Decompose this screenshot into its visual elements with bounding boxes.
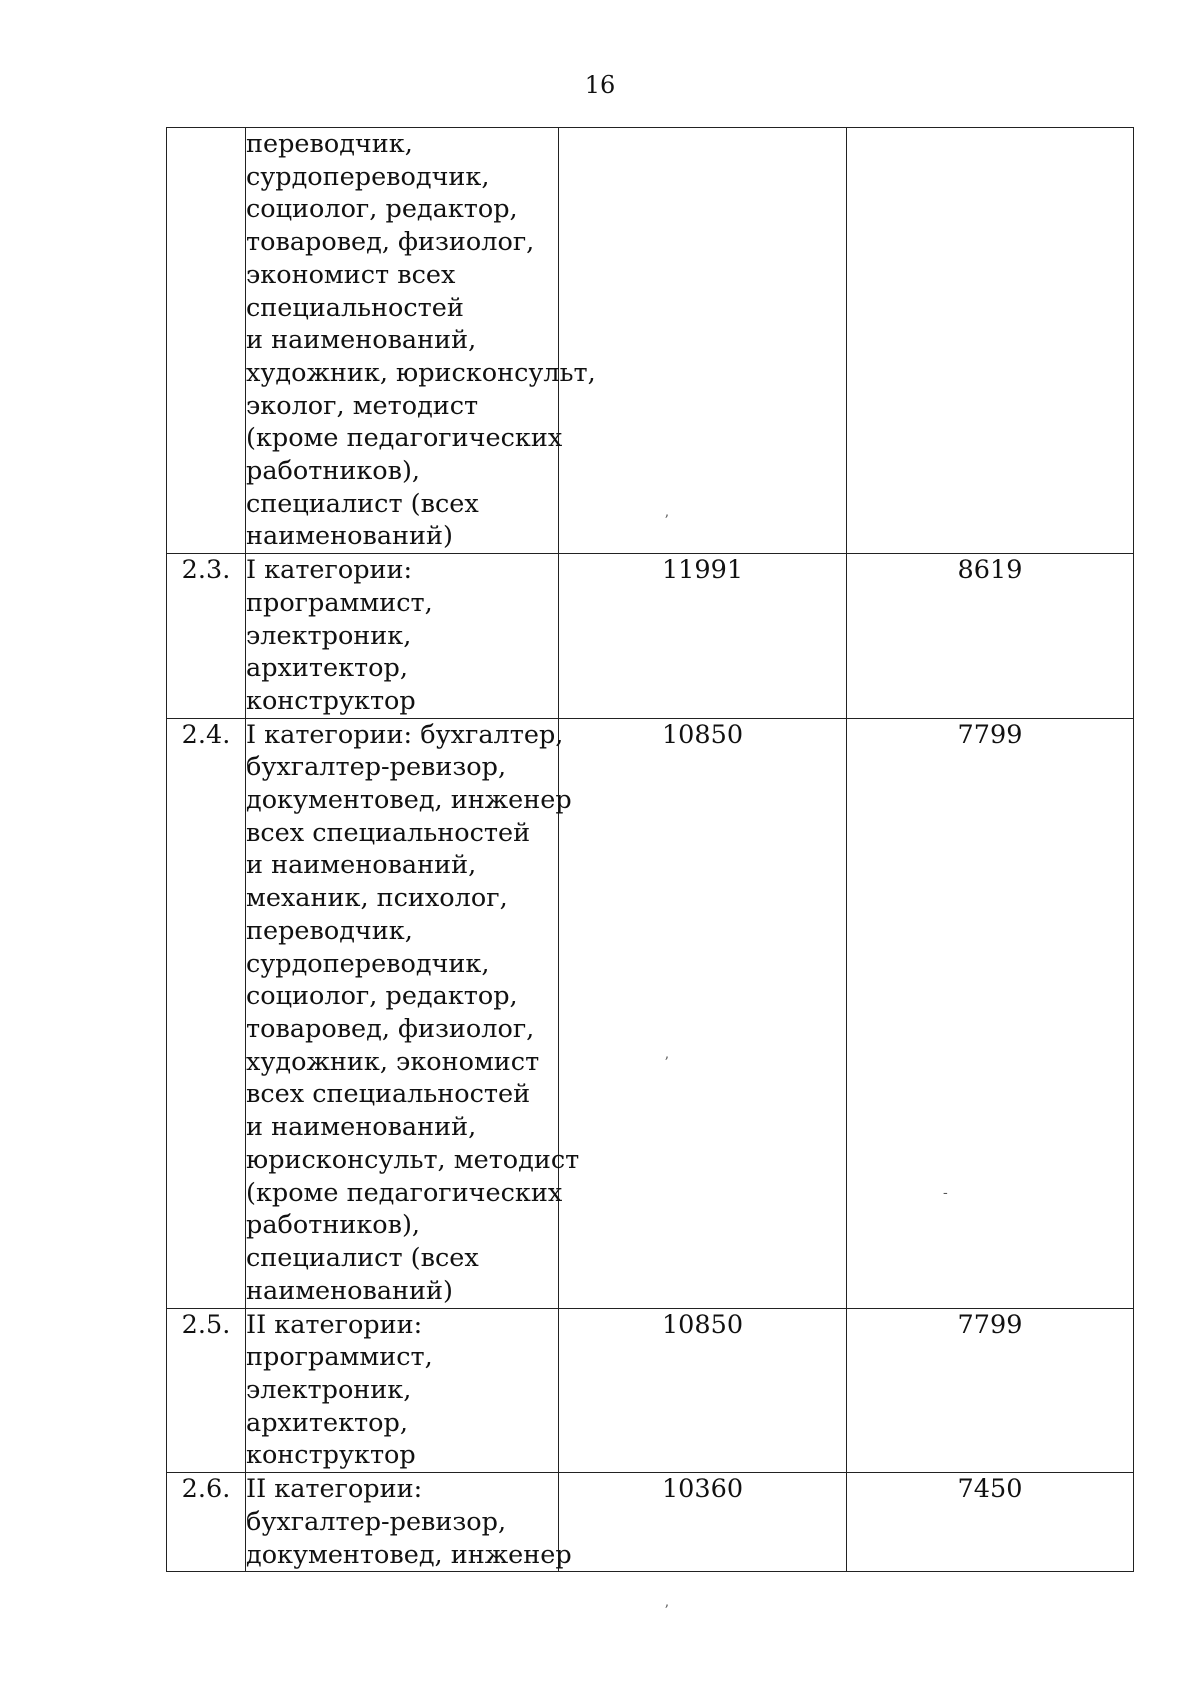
row-number: 2.5. (167, 1308, 246, 1473)
description-line: II категории: (246, 1474, 423, 1505)
description-line: всех специальностей (246, 817, 531, 848)
description-line: юрисконсульт, методист (246, 1144, 580, 1175)
description-line: конструктор (246, 1440, 416, 1471)
description-line: наименований) (246, 1275, 453, 1306)
position-description (246, 1308, 559, 1473)
value-cell-2 (847, 128, 1134, 554)
description-line: (кроме педагогических (246, 1177, 563, 1208)
description-line: и наименований, (246, 325, 477, 356)
description-line: бухгалтер-ревизор, (246, 1506, 507, 1537)
description-line: специальностей (246, 292, 464, 323)
description-line: документовед, инженер (246, 1539, 572, 1570)
position-description (246, 554, 559, 719)
description-line: архитектор, (246, 1407, 408, 1438)
table-row (167, 554, 1134, 719)
description-line: сурдопереводчик, (246, 948, 490, 979)
scan-speck: ʼ (664, 513, 669, 529)
description-line: конструктор (246, 685, 416, 716)
description-line: I категории: бухгалтер, (246, 719, 564, 750)
value-cell-1 (559, 128, 847, 554)
row-number: 2.4. (167, 718, 246, 1308)
description-line: переводчик, (246, 129, 413, 159)
description-line: архитектор, (246, 653, 408, 684)
table-row (167, 1308, 1134, 1473)
value-cell-2: 7450 (847, 1473, 1134, 1572)
value-cell-1: 10850 (559, 718, 847, 1308)
description-line: экономист всех (246, 259, 456, 290)
description-line: электроник, (246, 1375, 412, 1406)
table-row (167, 128, 1134, 554)
row-number: 2.6. (167, 1473, 246, 1572)
description-line: эколог, методист (246, 390, 479, 421)
description-line: и наименований, (246, 850, 477, 881)
description-line: и наименований, (246, 1112, 477, 1143)
description-line: специалист (всех (246, 488, 479, 519)
description-line: товаровед, физиолог, (246, 1013, 535, 1044)
value-cell-1: 11991 (559, 554, 847, 719)
value-cell-2: 8619 (847, 554, 1134, 719)
description-line: программист, (246, 587, 433, 618)
description-line: переводчик, (246, 915, 413, 946)
description-line: работников), (246, 1210, 421, 1241)
value-cell-2: 7799 (847, 1308, 1134, 1473)
description-line: всех специальностей (246, 1079, 531, 1110)
scan-speck: ʼ (664, 1055, 669, 1071)
description-line: II категории: (246, 1309, 423, 1340)
description-line: художник, экономист (246, 1046, 540, 1077)
description-line: наименований) (246, 521, 453, 552)
description-line: товаровед, физиолог, (246, 227, 535, 258)
scan-speck: ‑ (943, 1185, 948, 1201)
description-line: работников), (246, 456, 421, 487)
description-line: сурдопереводчик, (246, 161, 490, 192)
description-line: социолог, редактор, (246, 194, 518, 225)
position-description (246, 718, 580, 1308)
description-line: социолог, редактор, (246, 981, 518, 1012)
description-line: документовед, инженер (246, 785, 572, 816)
value-cell-1: 10850 (559, 1308, 847, 1473)
row-number (167, 128, 246, 554)
description-line: художник, юрисконсульт, (246, 357, 596, 388)
position-description (246, 128, 596, 554)
scan-speck: ʼ (664, 1603, 669, 1619)
table-row (167, 1473, 1134, 1572)
value-cell-1: 10360 (559, 1473, 847, 1572)
description-line: программист, (246, 1342, 433, 1373)
description-line: бухгалтер-ревизор, (246, 752, 507, 783)
row-number: 2.3. (167, 554, 246, 719)
description-line: специалист (всех (246, 1242, 479, 1273)
description-line: механик, психолог, (246, 883, 508, 914)
description-line: (кроме педагогических (246, 423, 563, 454)
description-line: электроник, (246, 620, 412, 651)
description-line: I категории: (246, 555, 413, 586)
page-number: 16 (584, 71, 616, 99)
table-row (167, 718, 1134, 1308)
position-description (246, 1473, 572, 1572)
salary-table (166, 127, 1134, 1572)
value-cell-2: 7799 (847, 718, 1134, 1308)
